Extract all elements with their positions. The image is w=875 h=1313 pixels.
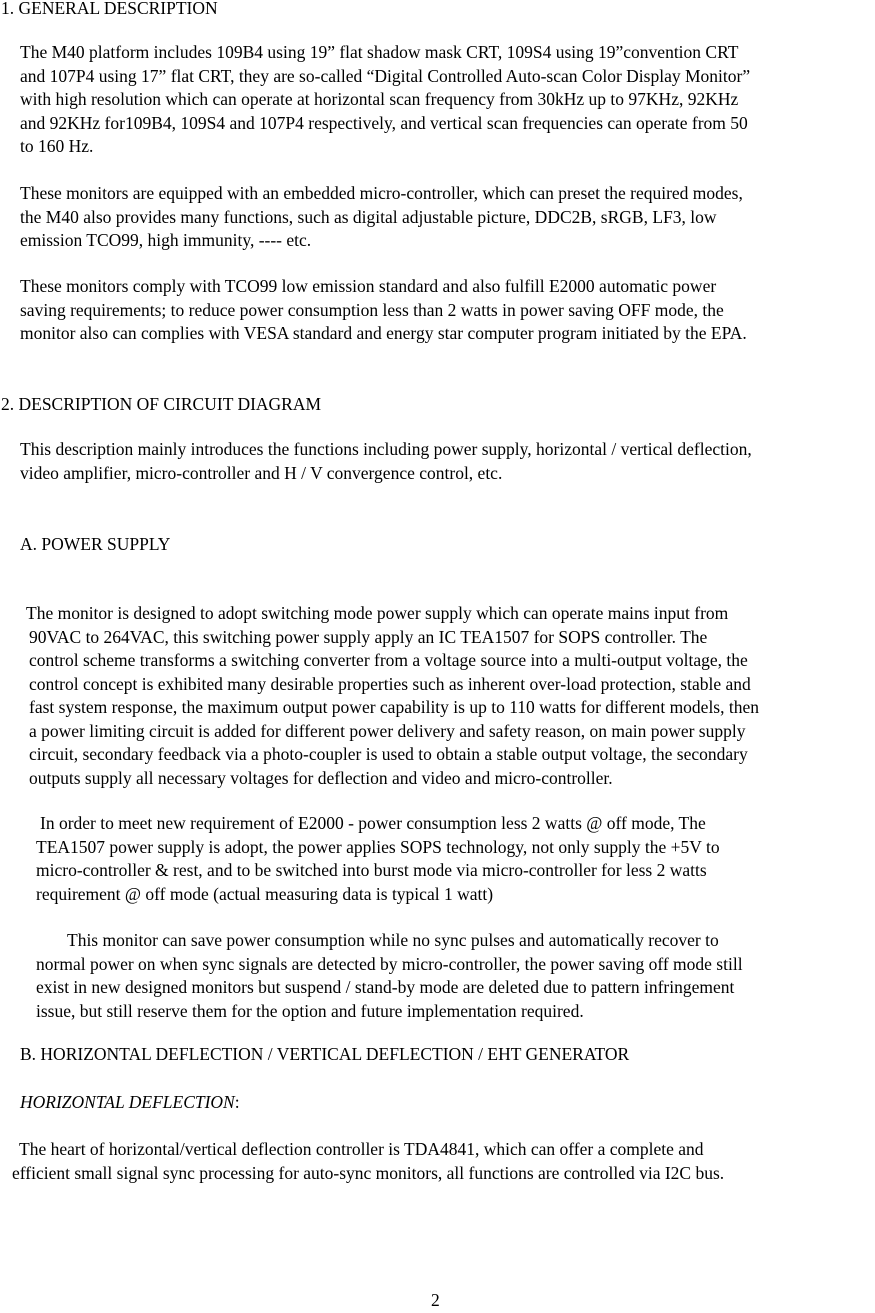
text-line: This monitor can save power consumption while no sync pulses and automatically recover to: [67, 930, 719, 950]
text-line: control concept is exhibited many desirable properties such as inherent over-load protection, stable and: [29, 673, 751, 694]
text-line: monitor also can complies with VESA standard and energy star computer program initiated by the EPA.: [20, 323, 747, 343]
section-1-paragraph-1: [20, 41, 750, 159]
text-line: This description mainly introduces the functions including power supply, horizontal / vertical deflection,: [20, 439, 752, 459]
text-line: micro-controller & rest, and to be switched into burst mode via micro-controller for less 2 watts: [36, 860, 707, 880]
text-line: emission TCO99, high immunity, ---- etc.: [20, 230, 312, 250]
section-1-heading: 1. GENERAL DESCRIPTION: [1, 0, 218, 18]
text-line: and 107P4 using 17” flat CRT, they are so-called “Digital Controlled Auto-scan Color Display Monitor”: [20, 65, 751, 86]
text-line: circuit, secondary feedback via a photo-coupler is used to obtain a stable output voltage, the secondary: [29, 744, 748, 764]
subheading-colon: :: [234, 1092, 240, 1112]
text-line: TEA1507 power supply is adopt, the power applies SOPS technology, not only supply the +5V to: [36, 836, 720, 857]
text-line: saving requirements; to reduce power consumption less than 2 watts in power saving OFF mode, the: [20, 299, 724, 320]
text-line: The M40 platform includes 109B4 using 19” flat shadow mask CRT, 109S4 using 19”convention CRT: [20, 42, 739, 62]
text-line: In order to meet new requirement of E2000 - power consumption less 2 watts @ off mode, The: [40, 813, 706, 833]
text-line: with high resolution which can operate at horizontal scan frequency from 30kHz up to 97KHz, 92KHz: [20, 89, 739, 109]
text-line: outputs supply all necessary voltages for deflection and video and micro-controller.: [29, 767, 613, 788]
section-1-paragraph-2: [20, 182, 743, 253]
section-1-paragraph-3: [20, 275, 747, 346]
text-line: 90VAC to 264VAC, this switching power supply apply an IC TEA1507 for SOPS controller. The: [29, 626, 708, 647]
horizontal-deflection-subheading: [20, 1091, 240, 1115]
text-line: and 92KHz for109B4, 109S4 and 107P4 respectively, and vertical scan frequencies can operate from 50: [20, 112, 748, 133]
section-2-intro: [20, 438, 752, 485]
text-line: the M40 also provides many functions, such as digital adjustable picture, DDC2B, sRGB, LF3, low: [20, 206, 717, 227]
text-line: exist in new designed monitors but suspend / stand-by mode are deleted due to pattern infringement: [36, 977, 735, 997]
deflection-heading: B. HORIZONTAL DEFLECTION / VERTICAL DEFLECTION / EHT GENERATOR: [20, 1044, 630, 1064]
power-supply-heading: A. POWER SUPPLY: [20, 534, 171, 554]
text-line: The monitor is designed to adopt switching mode power supply which can operate mains input from: [26, 603, 729, 623]
text-line: efficient small signal sync processing for auto-sync monitors, all functions are controlled via I2C bus.: [12, 1162, 725, 1183]
section-2-heading: 2. DESCRIPTION OF CIRCUIT DIAGRAM: [1, 394, 322, 414]
power-supply-paragraph-2: [36, 812, 720, 906]
text-line: issue, but still reserve them for the option and future implementation required.: [36, 1000, 584, 1021]
subheading-label: HORIZONTAL DEFLECTION: [20, 1092, 235, 1112]
power-supply-paragraph-1: [26, 602, 759, 790]
text-line: These monitors are equipped with an embedded micro-controller, which can preset the required modes,: [20, 183, 743, 203]
text-line: normal power on when sync signals are detected by micro-controller, the power saving off mode still: [36, 953, 743, 974]
text-line: These monitors comply with TCO99 low emission standard and also fulfill E2000 automatic power: [20, 276, 717, 296]
text-line: video amplifier, micro-controller and H / V convergence control, etc.: [20, 462, 503, 483]
text-line: to 160 Hz.: [20, 136, 94, 156]
text-line: a power limiting circuit is added for different power delivery and safety reason, on main power supply: [29, 720, 746, 741]
text-line: The heart of horizontal/vertical deflection controller is TDA4841, which can offer a complete and: [19, 1139, 704, 1159]
text-line: control scheme transforms a switching converter from a voltage source into a multi-output voltage, the: [29, 650, 748, 670]
text-line: requirement @ off mode (actual measuring data is typical 1 watt): [36, 883, 494, 904]
text-line: fast system response, the maximum output power capability is up to 110 watts for different models, then: [29, 697, 760, 717]
horizontal-deflection-paragraph: [12, 1138, 724, 1185]
page-number: 2: [431, 1290, 440, 1310]
power-supply-paragraph-3: [36, 929, 743, 1023]
